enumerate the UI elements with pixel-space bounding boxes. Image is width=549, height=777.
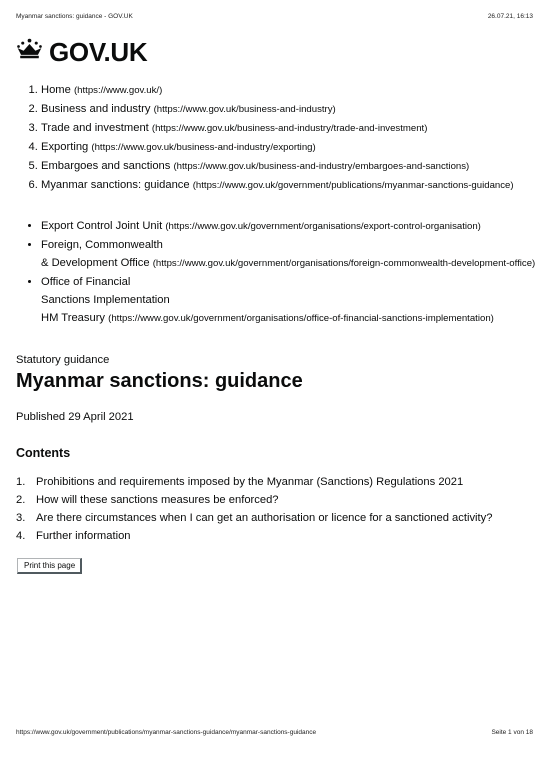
contents-heading: Contents	[16, 446, 71, 460]
print-header-title: Myanmar sanctions: guidance - GOV.UK	[16, 13, 133, 20]
print-button[interactable]: Print this page	[17, 558, 82, 574]
breadcrumb-item	[41, 157, 541, 176]
breadcrumb	[24, 81, 541, 195]
print-footer	[16, 729, 533, 736]
breadcrumb-link[interactable]: Myanmar sanctions: guidance	[41, 179, 190, 191]
organisation-item	[41, 236, 549, 273]
breadcrumb-link[interactable]: Home	[41, 84, 71, 96]
organisation-name-line[interactable]: • Foreign, Commonwealth	[41, 239, 163, 251]
contents-item-number: 4.	[16, 530, 26, 542]
organisation-url: (https://www.gov.uk/government/organisations/office-of-financial-sanctions-implementation)	[108, 313, 494, 324]
contents-item[interactable]	[16, 527, 492, 545]
crown-icon	[16, 38, 49, 65]
breadcrumb-link[interactable]: Trade and investment	[41, 122, 149, 134]
organisations-list	[24, 217, 549, 328]
organisation-name-line[interactable]: & Development Office	[41, 257, 150, 269]
breadcrumb-item	[41, 119, 541, 138]
breadcrumb-url: (https://www.gov.uk/business-and-industry)	[153, 104, 336, 115]
print-header	[16, 13, 533, 20]
page-title: Myanmar sanctions: guidance	[16, 370, 303, 392]
breadcrumb-link[interactable]: Business and industry	[41, 103, 151, 115]
organisation-name-line[interactable]: • Office of Financial	[41, 276, 131, 288]
organisation-url: (https://www.gov.uk/government/organisations/foreign-commonwealth-development-office)	[152, 258, 536, 269]
organisation-name-line[interactable]: HM Treasury	[41, 312, 106, 324]
contents-item-link[interactable]: Prohibitions and requirements imposed by the Myanmar (Sanctions) Regulations 2021	[36, 476, 464, 488]
organisation-name-line[interactable]: Sanctions Implementation	[41, 294, 170, 306]
document-type: Statutory guidance	[16, 354, 110, 366]
breadcrumb-url: (https://www.gov.uk/business-and-industry/exporting)	[91, 142, 316, 153]
organisation-name-line[interactable]: Export Control Joint Unit	[41, 220, 163, 232]
contents-item-link[interactable]: How will these sanctions measures be enforced?	[36, 494, 279, 506]
breadcrumb-url: (https://www.gov.uk/business-and-industry/embargoes-and-sanctions)	[173, 161, 470, 172]
contents-item[interactable]	[16, 473, 492, 491]
print-footer-url: https://www.gov.uk/government/publications/myanmar-sanctions-guidance/myanmar-sanctions-guidance	[16, 729, 317, 736]
organisation-item	[41, 217, 549, 236]
print-header-datetime: 26.07.21, 16:13	[487, 13, 533, 20]
contents-item-number: 1.	[16, 476, 26, 488]
published-date: Published 29 April 2021	[16, 411, 134, 423]
logo-text: GOV.UK	[49, 36, 148, 67]
contents-list	[16, 473, 492, 545]
organisation-url: (https://www.gov.uk/government/organisations/export-control-organisation)	[165, 221, 481, 232]
contents-item-number: 2.	[16, 494, 26, 506]
contents-item-link[interactable]: Further information	[36, 530, 131, 542]
breadcrumb-link[interactable]: Exporting	[41, 141, 89, 153]
breadcrumb-item	[41, 138, 541, 157]
breadcrumb-link[interactable]: Embargoes and sanctions	[41, 160, 171, 172]
contents-item[interactable]	[16, 491, 492, 509]
breadcrumb-url: (https://www.gov.uk/)	[73, 85, 163, 96]
breadcrumb-item	[41, 176, 541, 195]
govuk-logo[interactable]	[16, 38, 147, 65]
breadcrumb-item	[41, 100, 541, 119]
print-footer-page: Seite 1 von 18	[491, 729, 533, 736]
breadcrumb-item	[41, 81, 541, 100]
breadcrumb-url: (https://www.gov.uk/government/publications/myanmar-sanctions-guidance)	[192, 180, 514, 191]
breadcrumb-url: (https://www.gov.uk/business-and-industry/trade-and-investment)	[151, 123, 428, 134]
contents-item[interactable]	[16, 509, 492, 527]
organisation-item	[41, 273, 549, 328]
contents-item-link[interactable]: Are there circumstances when I can get an authorisation or licence for a sanctioned activity?	[36, 512, 493, 524]
contents-item-number: 3.	[16, 512, 26, 524]
